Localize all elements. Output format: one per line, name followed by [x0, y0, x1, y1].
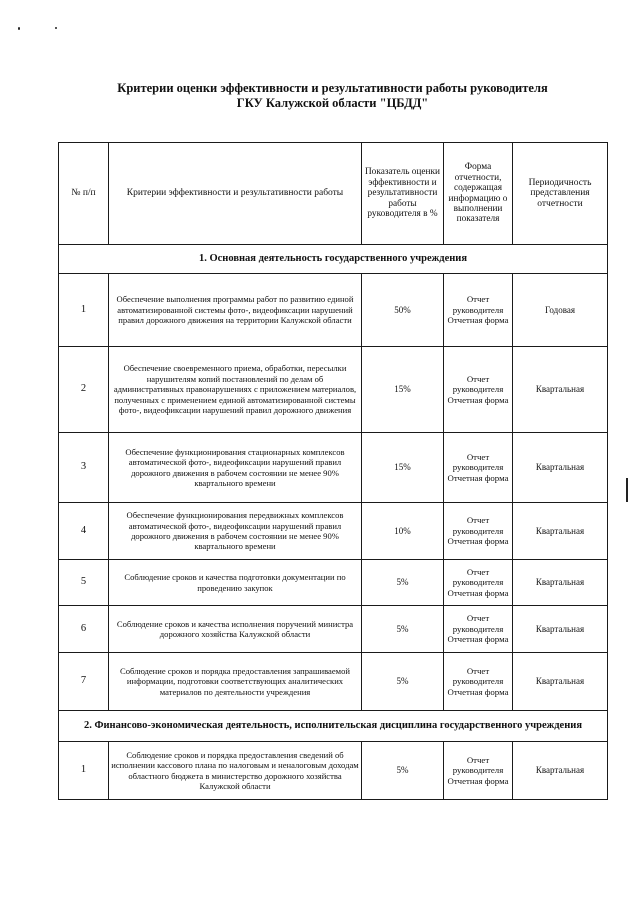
row-number: 1	[59, 274, 109, 347]
row-criterion: Обеспечение выполнения программы работ по развитию единой автоматизированной системы фото-, видеофиксации нарушений правил дорожного движения на территории Калужской области	[109, 274, 362, 347]
row-percent: 50%	[362, 274, 444, 347]
table-row	[59, 742, 608, 800]
criteria-table	[58, 142, 608, 800]
row-periodicity: Квартальная	[513, 433, 608, 503]
row-criterion: Соблюдение сроков и порядка предоставления запрашиваемой информации, подготовки соответствующих аналитических материалов по деятельности учреждения	[109, 653, 362, 711]
document-title	[60, 81, 605, 111]
scan-speck	[18, 27, 20, 30]
row-number: 1	[59, 742, 109, 800]
row-criterion: Обеспечение функционирования передвижных комплексов автоматической фото-, видеофиксации нарушений правил дорожного движения в рабочем состоянии не менее 90% квартального времени	[109, 503, 362, 560]
row-periodicity: Квартальная	[513, 742, 608, 800]
row-periodicity: Квартальная	[513, 560, 608, 606]
row-percent: 15%	[362, 433, 444, 503]
row-percent: 5%	[362, 742, 444, 800]
table-header-row	[59, 143, 608, 245]
row-number: 5	[59, 560, 109, 606]
row-percent: 5%	[362, 560, 444, 606]
document-title-line-2: ГКУ Калужской области "ЦБДД"	[236, 96, 429, 110]
section-title: 1. Основная деятельность государственного учреждения	[59, 245, 608, 274]
row-percent: 15%	[362, 347, 444, 433]
section-header-row	[59, 711, 608, 742]
header-report-form: Форма отчетности, содержащая информацию о выполнении показателя	[444, 143, 513, 245]
header-indicator: Показатель оценки эффективности и результативности работы руководителя в %	[362, 143, 444, 245]
row-number: 6	[59, 606, 109, 653]
row-periodicity: Квартальная	[513, 503, 608, 560]
table-row	[59, 653, 608, 711]
row-report-form: Отчет руководителя Отчетная форма	[444, 433, 513, 503]
row-periodicity: Квартальная	[513, 653, 608, 711]
row-report-form: Отчет руководителя Отчетная форма	[444, 742, 513, 800]
row-percent: 10%	[362, 503, 444, 560]
row-number: 4	[59, 503, 109, 560]
row-periodicity: Годовая	[513, 274, 608, 347]
row-report-form: Отчет руководителя Отчетная форма	[444, 274, 513, 347]
scan-edge-mark	[626, 478, 628, 502]
table-row	[59, 503, 608, 560]
row-number: 7	[59, 653, 109, 711]
row-report-form: Отчет руководителя Отчетная форма	[444, 503, 513, 560]
row-criterion: Обеспечение своевременного приема, обработки, пересылки нарушителям копий постановлений по делам об административных правонарушениях с приложением материалов, полученных с применением единой автоматизированной системы фото-, видеофиксации нарушений правил дорожного движения	[109, 347, 362, 433]
row-criterion: Соблюдение сроков и порядка предоставления сведений об исполнении кассового плана по налоговым и неналоговым доходам областного бюджета в министерство дорожного хозяйства Калужской области	[109, 742, 362, 800]
table-row	[59, 606, 608, 653]
row-number: 3	[59, 433, 109, 503]
row-periodicity: Квартальная	[513, 347, 608, 433]
table-row	[59, 274, 608, 347]
table-row	[59, 347, 608, 433]
header-periodicity: Периодичность представления отчетности	[513, 143, 608, 245]
header-number: № п/п	[59, 143, 109, 245]
table-row	[59, 560, 608, 606]
row-criterion: Соблюдение сроков и качества подготовки документации по проведению закупок	[109, 560, 362, 606]
row-number: 2	[59, 347, 109, 433]
table-row	[59, 433, 608, 503]
header-criteria: Критерии эффективности и результативности работы	[109, 143, 362, 245]
row-percent: 5%	[362, 606, 444, 653]
document-title-line-1: Критерии оценки эффективности и результативности работы руководителя	[117, 81, 548, 95]
row-report-form: Отчет руководителя Отчетная форма	[444, 653, 513, 711]
row-criterion: Обеспечение функционирования стационарных комплексов автоматической фото-, видеофиксации нарушений правил дорожного движения в рабочем состоянии не менее 90% квартального времени	[109, 433, 362, 503]
scan-speck	[55, 27, 57, 29]
row-report-form: Отчет руководителя Отчетная форма	[444, 560, 513, 606]
row-report-form: Отчет руководителя Отчетная форма	[444, 606, 513, 653]
section-header-row	[59, 245, 608, 274]
row-report-form: Отчет руководителя Отчетная форма	[444, 347, 513, 433]
row-percent: 5%	[362, 653, 444, 711]
section-title: 2. Финансово-экономическая деятельность, исполнительская дисциплина государственного учреждения	[59, 711, 608, 742]
row-criterion: Соблюдение сроков и качества исполнения поручений министра дорожного хозяйства Калужской области	[109, 606, 362, 653]
row-periodicity: Квартальная	[513, 606, 608, 653]
